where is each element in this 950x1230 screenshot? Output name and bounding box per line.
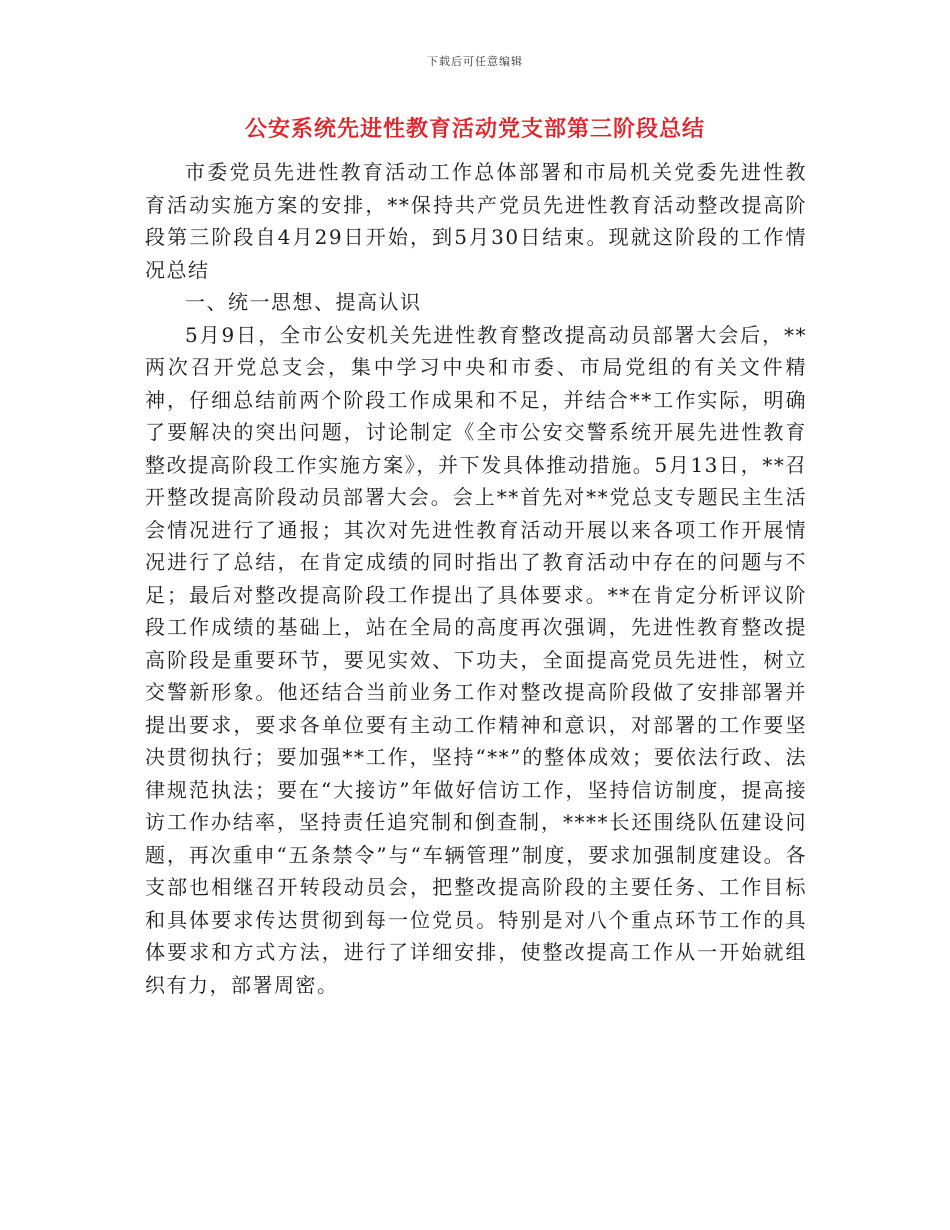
- section-heading: 一、统一思想、提高认识: [185, 290, 422, 314]
- body-paragraph-main: 5月9日，全市公安机关先进性教育整改提高动员部署大会后，**两次召开党总支会，集中学习中央和市委、市局党组的有关文件精神，仔细总结前两个阶段工作成果和不足，并结合**工作实际，明确了要解决的突出问题，讨论制定《全市公安交警系统开展先进性教育整改提高阶段工作实施方案》，并下发具体推动措施。5月13日，**召开整改提高阶段动员部署大会。会上**首先对**党总支专题民主生活会情况进行了通报；其次对先进性教育活动开展以来各项工作开展情况进行了总结，在肯定成绩的同时指出了教育活动中存在的问题与不足；最后对整改提高阶段工作提出了具体要求。**在肯定分析评议阶段工作成绩的基础上，站在全局的高度再次强调，先进性教育整改提高阶段是重要环节，要见实效、下功夫，全面提高党员先进性，树立交警新形象。他还结合当前业务工作对整改提高阶段做了安排部署并提出要求，要求各单位要有主动工作精神和意识，对部署的工作要坚决贯彻执行；要加强**工作，坚持“**”的整体成效；要依法行政、法律规范执法；要在“大接访”年做好信访工作，坚持信访制度，提高接访工作办结率，坚持责任追究制和倒查制，****长还围绕队伍建设问题，再次重申“五条禁令”与“车辆管理”制度，要求加强制度建设。各支部也相继召开转段动员会，把整改提高阶段的主要任务、工作目标和具体要求传达贯彻到每一位党员。特别是对八个重点环节工作的具体要求和方式方法，进行了详细安排，使整改提高工作从一开始就组织有力，部署周密。: [145, 322, 807, 997]
- document-title: 公安系统先进性教育活动党支部第三阶段总结: [244, 116, 705, 142]
- header-note: 下载后可任意编辑: [427, 55, 523, 68]
- document-body: [145, 156, 807, 1001]
- body-paragraph-intro: 市委党员先进性教育活动工作总体部署和市局机关党委先进性教育活动实施方案的安排，**保持共产党员先进性教育活动整改提高阶段第三阶段自4月29日开始，到5月30日结束。现就这阶段的工作情况总结: [145, 160, 807, 282]
